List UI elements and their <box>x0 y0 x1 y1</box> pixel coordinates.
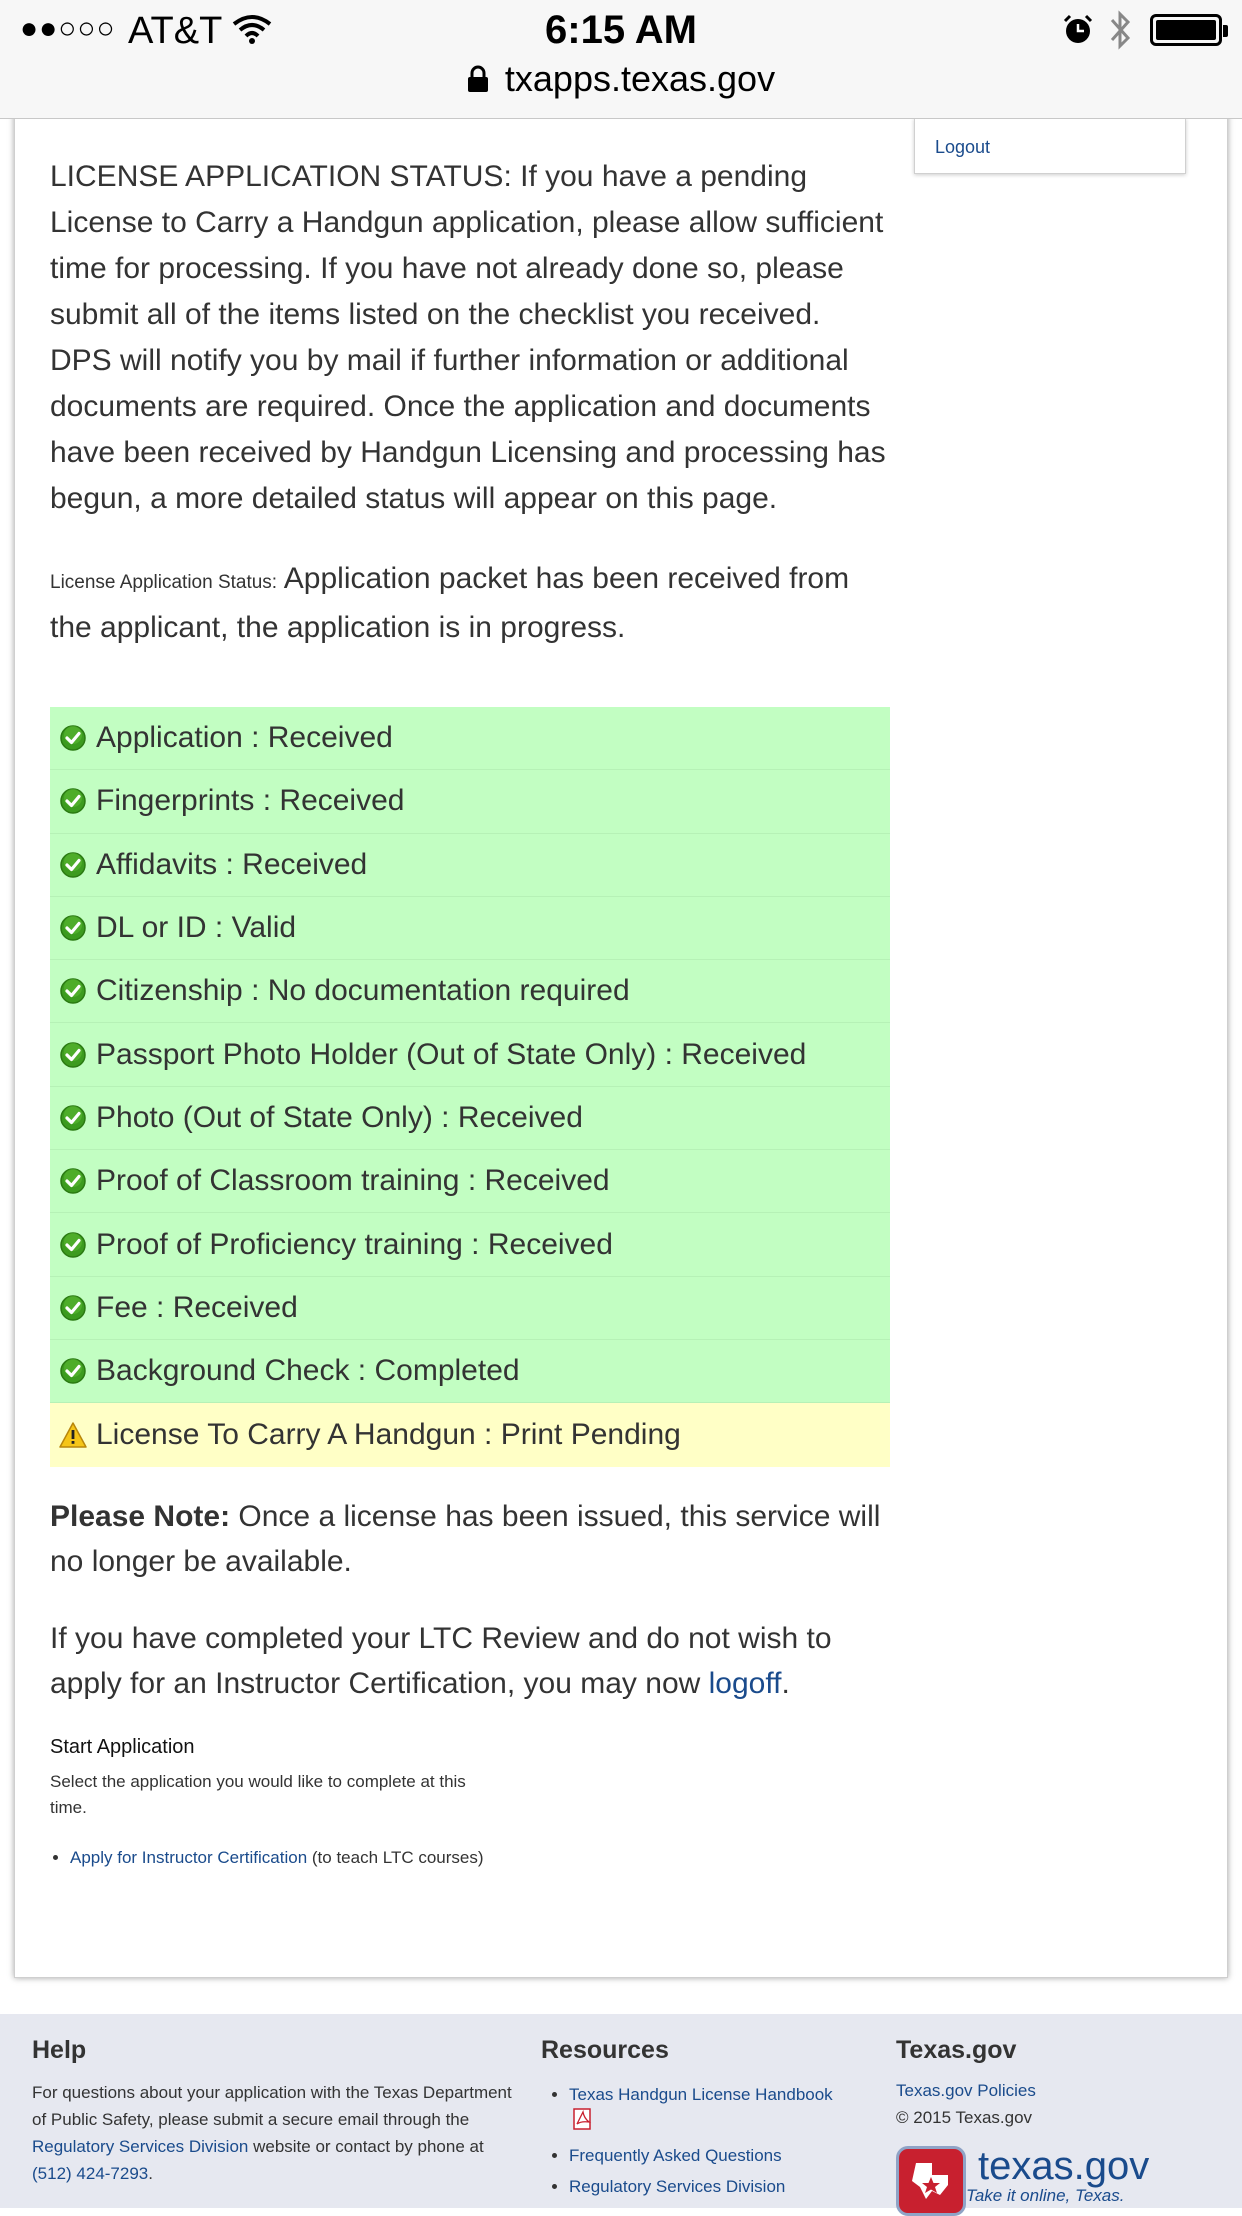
texas-gov-title: Texas.gov <box>896 2036 1017 2064</box>
footer-resources <box>541 2036 841 2204</box>
battery-icon <box>1150 14 1222 46</box>
checklist-item-text: Affidavits : Received <box>96 847 368 881</box>
checklist-row <box>50 1277 890 1340</box>
note-label: Please Note: <box>50 1500 231 1533</box>
resources-title: Resources <box>541 2036 669 2064</box>
checklist-item-text: Background Check : Completed <box>96 1354 520 1388</box>
checklist-row <box>50 960 890 1023</box>
status-label: License Application Status: <box>50 572 278 593</box>
list-item <box>70 1845 490 1871</box>
address-bar[interactable] <box>0 58 1242 102</box>
application-status <box>50 556 890 650</box>
check-circle-icon <box>50 1231 96 1259</box>
texas-gov-links <box>896 2077 1216 2131</box>
checklist-row <box>50 1213 890 1276</box>
checklist-item-text: License To Carry A Handgun : Print Pending <box>96 1417 681 1451</box>
logo-tagline: Take it online, Texas. <box>966 2186 1125 2205</box>
regulatory-services-link[interactable]: Regulatory Services Division <box>32 2137 249 2156</box>
bluetooth-icon <box>1108 10 1134 55</box>
logoff-link[interactable]: logoff <box>708 1667 782 1700</box>
carrier-name: AT&T <box>128 10 223 52</box>
help-text <box>32 2079 512 2187</box>
pdf-icon <box>573 2108 593 2138</box>
instructor-certification-note: (to teach LTC courses) <box>307 1848 484 1867</box>
checklist-row <box>50 770 890 833</box>
check-circle-icon <box>50 1041 96 1069</box>
check-circle-icon <box>50 1357 96 1385</box>
instructor-certification-link[interactable]: Apply for Instructor Certification <box>70 1848 308 1867</box>
lock-icon <box>467 60 489 102</box>
checklist-row <box>50 1023 890 1086</box>
checklist-row <box>50 897 890 960</box>
checklist-item-text: Proof of Proficiency training : Received <box>96 1227 613 1261</box>
url-text: txapps.texas.gov <box>504 58 776 99</box>
clock: 6:15 AM <box>545 8 697 52</box>
list-item <box>569 2173 841 2200</box>
checklist-item-text: Fee : Received <box>96 1290 298 1324</box>
handbook-link[interactable]: Texas Handgun License Handbook <box>569 2085 833 2104</box>
check-circle-icon <box>50 1104 96 1132</box>
checklist-row <box>50 834 890 897</box>
faq-link[interactable]: Frequently Asked Questions <box>569 2146 782 2165</box>
help-text-2: website or contact by phone at <box>248 2137 484 2156</box>
copyright: © 2015 Texas.gov <box>896 2108 1033 2127</box>
list-item <box>569 2142 841 2169</box>
check-circle-icon <box>50 1167 96 1195</box>
checklist-row <box>50 707 890 770</box>
check-circle-icon <box>50 914 96 942</box>
footer-texas-gov <box>896 2036 1216 2131</box>
checklist-row <box>50 1340 890 1403</box>
start-application-title: Start Application <box>50 1736 195 1758</box>
checklist-row <box>50 1403 890 1466</box>
phone-link[interactable]: (512) 424-7293 <box>32 2164 149 2183</box>
texas-gov-policies-link[interactable]: Texas.gov Policies <box>896 2081 1036 2100</box>
check-circle-icon <box>50 1294 96 1322</box>
warning-triangle-icon <box>50 1421 96 1449</box>
help-text-1: For questions about your application with the Texas Department of Public Safety, please submit a secure email through the <box>32 2083 512 2129</box>
checklist-item-text: Photo (Out of State Only) : Received <box>96 1100 583 1134</box>
regulatory-services-resource-link[interactable]: Regulatory Services Division <box>569 2177 786 2196</box>
alarm-icon <box>1062 14 1094 51</box>
start-application-section <box>50 1736 490 1871</box>
checklist-item-text: Application : Received <box>96 721 393 755</box>
checklist-item-text: Citizenship : No documentation required <box>96 974 630 1008</box>
check-circle-icon <box>50 724 96 752</box>
status-section <box>50 154 890 650</box>
texas-gov-wordmark <box>966 2146 1149 2206</box>
checklist-row <box>50 1087 890 1150</box>
please-note <box>50 1494 890 1584</box>
checklist-item-text: DL or ID : Valid <box>96 911 297 945</box>
status-intro: LICENSE APPLICATION STATUS: If you have a pending License to Carry a Handgun application, please allow sufficient time for processing. If you have not already done so, please submit all of the items listed on the checklist you received. DPS will notify you by mail if further information or additional documents are required. Once the application and documents have been received by Handgun Licensing and processing has begun, a more detailed status will appear on this page. <box>50 160 886 515</box>
logoff-text: If you have completed your LTC Review and do not wish to apply for an Instructor Certification, you may now <box>50 1622 832 1700</box>
checklist-item-text: Proof of Classroom training : Received <box>96 1164 610 1198</box>
signal-strength-icon: ●●○○○ <box>20 12 116 45</box>
logout-link[interactable]: Logout <box>935 137 991 157</box>
status-value: Application packet has been received from the applicant, the application is in progress. <box>50 562 850 644</box>
help-text-3: . <box>148 2164 153 2183</box>
status-checklist <box>50 707 890 1467</box>
check-circle-icon <box>50 977 96 1005</box>
start-application-desc: Select the application you would like to complete at this time. <box>50 1772 466 1817</box>
checklist-item-text: Passport Photo Holder (Out of State Only) : Received <box>96 1037 807 1071</box>
browser-chrome <box>0 0 1242 119</box>
checklist-item-text: Fingerprints : Received <box>96 784 405 818</box>
footer-help <box>32 2036 512 2187</box>
texas-gov-logo[interactable] <box>896 2146 1149 2216</box>
check-circle-icon <box>50 787 96 815</box>
application-options <box>50 1845 490 1871</box>
logo-text: texas.gov <box>978 2144 1150 2188</box>
checklist-row <box>50 1150 890 1213</box>
help-title: Help <box>32 2036 87 2064</box>
list-item <box>569 2081 841 2138</box>
logoff-paragraph <box>50 1616 890 1706</box>
note-text: Once a license has been issued, this service will no longer be available. <box>50 1500 881 1578</box>
account-menu <box>914 118 1186 174</box>
check-circle-icon <box>50 851 96 879</box>
resources-list <box>541 2081 841 2200</box>
logoff-period: . <box>781 1667 790 1700</box>
texas-star-icon <box>896 2146 966 2216</box>
